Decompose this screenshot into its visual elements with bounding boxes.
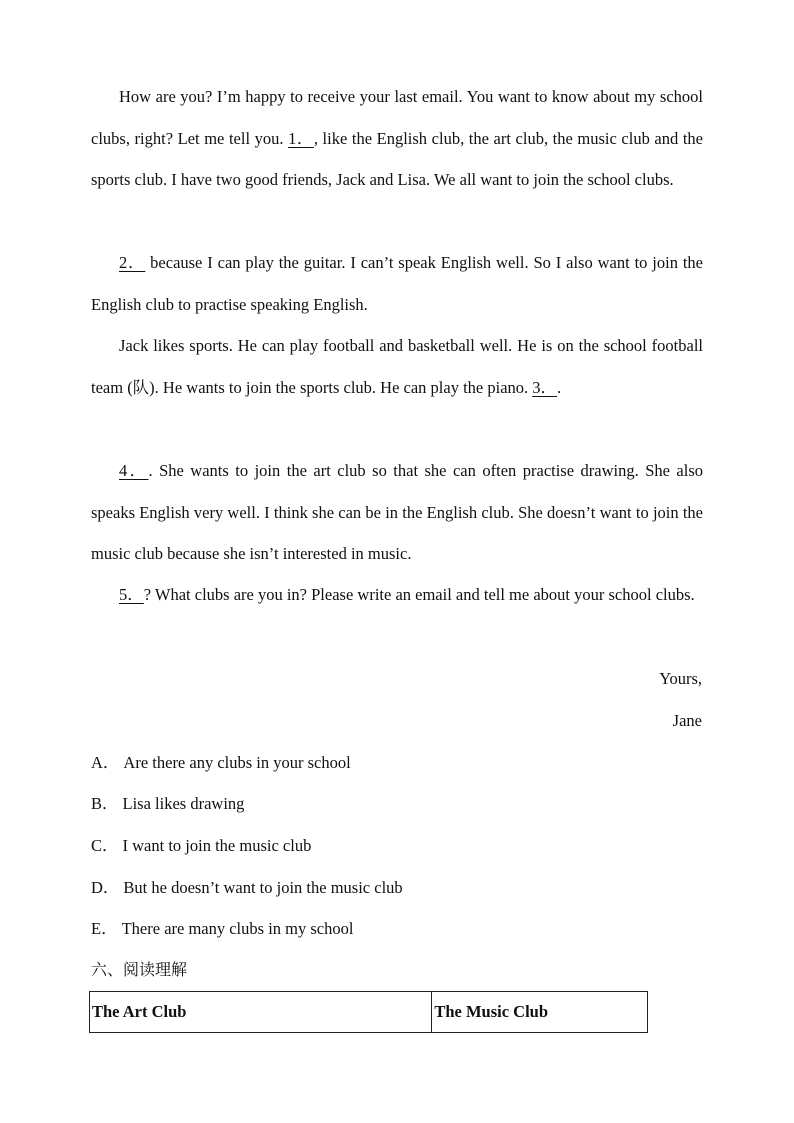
letter-paragraph (91, 76, 703, 201)
option-text: Are there any clubs in your school (123, 753, 351, 772)
option-c (91, 834, 311, 858)
clubs-table (89, 991, 648, 1033)
letter-closing: Yours, (659, 669, 702, 688)
option-letter: E． (91, 919, 118, 938)
letter-paragraph (91, 325, 703, 408)
paragraph-text: . She wants to join the art club so that she can often practise drawing. She also speaks English very well. I think she can be in the English club. She doesn’t want to join the music club because she isn’t interested in music. (91, 461, 704, 564)
option-text: There are many clubs in my school (121, 919, 354, 938)
letter-signature: Jane (672, 711, 702, 730)
option-text: Lisa likes drawing (122, 794, 245, 813)
option-text: I want to join the music club (122, 836, 312, 855)
option-text: But he doesn’t want to join the music club (123, 878, 403, 897)
section-title: 六、阅读理解 (91, 960, 188, 979)
option-b (91, 792, 244, 816)
letter-paragraph (91, 242, 703, 325)
option-letter: D． (91, 878, 120, 897)
paragraph-text: ? What clubs are you in? Please write an email and tell me about your school clubs. (143, 585, 695, 604)
paragraph-text: , like the English club, the art club, the music club and the sports club. I have two good friends, Jack and Lisa. We all want to join the school clubs. (91, 128, 704, 190)
option-e (91, 917, 353, 941)
answer-blank: 2． (119, 253, 146, 272)
option-a (91, 751, 351, 775)
option-d (91, 876, 403, 900)
answer-blank: 5． (119, 585, 144, 604)
paragraph-text: How are you? I’m happy to receive your last email. You want to know about my school clubs, right? Let me tell you. (91, 87, 703, 148)
paragraph-text: . (557, 377, 562, 397)
paragraph-text: Jack likes sports. He can play football and basketball well. He is on the school football team (队). He wants to join the sports club. He can play the piano. (91, 336, 703, 397)
option-letter: C． (91, 836, 119, 855)
letter-paragraph (91, 450, 703, 575)
letter-paragraph (91, 574, 703, 616)
table-header-art-club: The Art Club (90, 992, 432, 1033)
paragraph-text: because I can play the guitar. I can’t speak English well. So I also want to join the English club to practise speaking English. (91, 253, 703, 314)
option-letter: A． (91, 753, 120, 772)
answer-blank: 1． (288, 128, 314, 148)
table-header-music-club: The Music Club (432, 992, 648, 1033)
table-header-row (90, 992, 648, 1033)
answer-blank: 4． (119, 461, 149, 480)
option-letter: B． (91, 794, 119, 813)
answer-blank: 3． (532, 377, 558, 397)
